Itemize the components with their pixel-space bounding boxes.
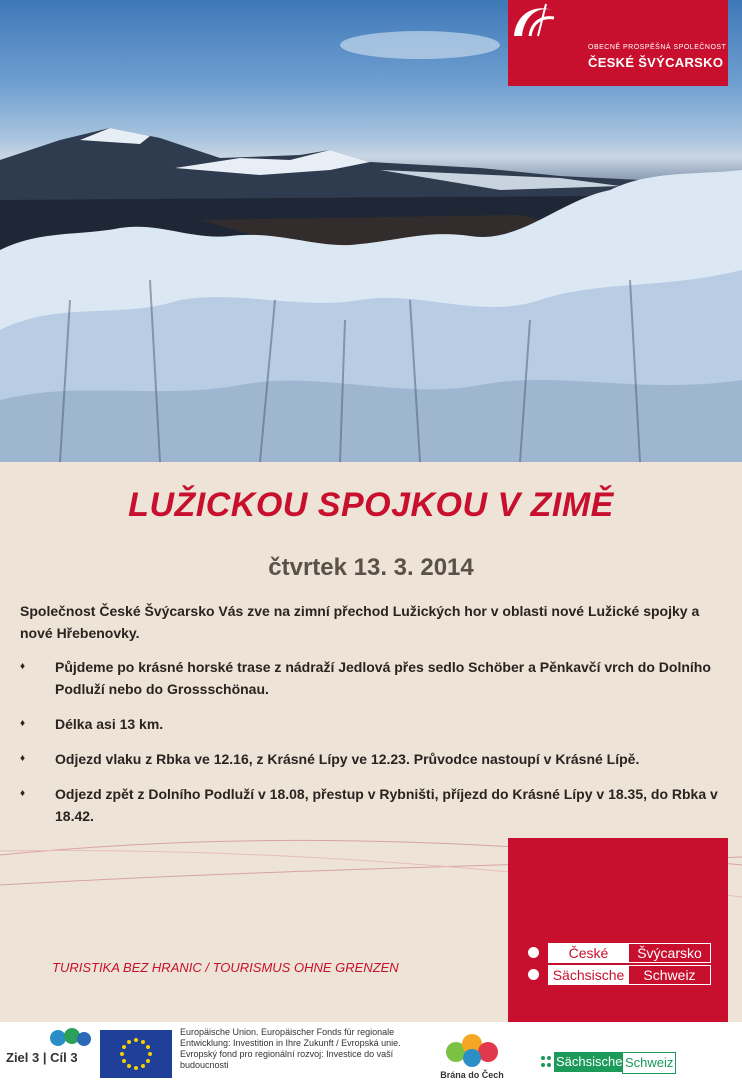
- list-item: ♦ Odjezd zpět z Dolního Podluží v 18.08, přestup v Rybništi, příjezd do Krásné Lípy v 18.35, do Rbka v 18.42.: [20, 783, 720, 827]
- event-title: LUŽICKOU SPOJKOU V ZIMĚ: [128, 486, 614, 524]
- list-item: ♦ Odjezd vlaku z Rbka ve 12.16, z Krásné Lípy ve 12.23. Průvodce nastoupí v Krásné Lípě.: [20, 748, 720, 770]
- event-date: čtvrtek 13. 3. 2014: [268, 554, 474, 581]
- list-item: ♦ Délka asi 13 km.: [20, 713, 720, 735]
- puzzle-logo-icon: [48, 1026, 92, 1050]
- region-label-schweiz: Schweiz: [628, 965, 711, 985]
- diamond-bullet-icon: ♦: [20, 788, 26, 799]
- list-item: ♦ Půjdeme po krásné horské trase z nádraží Jedlová přes sedlo Schöber a Pěnkavčí vrch do Dolního Podluží nebo do Grossschönau.: [20, 656, 720, 700]
- eu-funding-text: Europäische Union. Europäischer Fonds für regionale Entwicklung: Investition in Ihre Zukunft / Evropská unie. Evropský fond pro regionální rozvoj: Investice do vaší budoucnosti: [180, 1027, 401, 1070]
- sponsor-footer: Ziel 3 | Cíl 3 Europäische Union. Europäischer Fonds für regionale Entwicklung: Investition in Ihre Zukunft / Evropská unie. Evropský fond pro regionální rozvoj: Investice do vaší budoucnosti Brána do Čech Sächsische Schweiz: [0, 1022, 742, 1081]
- slogan: TURISTIKA BEZ HRANIC / TOURISMUS OHNE GRENZEN: [52, 960, 399, 975]
- event-intro: Společnost České Švýcarsko Vás zve na zimní přechod Lužických hor v oblasti nové Lužické spojky a nové Hřebenovky.: [20, 603, 700, 641]
- brana-do-cech-logo: Brána do Čech: [438, 1030, 506, 1073]
- brand-logo-box: [508, 0, 728, 86]
- brand-swirl-icon: [508, 0, 560, 40]
- brand-name: ČESKÉ ŠVÝCARSKO: [588, 55, 724, 70]
- eu-flag-icon: [100, 1030, 172, 1078]
- ss-dots-icon: [540, 1055, 552, 1069]
- region-badge-box: [508, 838, 728, 1022]
- invitation-content: [0, 462, 742, 1022]
- diamond-bullet-icon: ♦: [20, 718, 26, 729]
- region-label-ceske: České: [548, 943, 629, 963]
- winter-landscape-photo: [0, 0, 742, 462]
- region-label-sachsische: Sächsische: [548, 965, 629, 985]
- diamond-bullet-icon: ♦: [20, 753, 26, 764]
- brand-subtitle: OBECNĚ PROSPĚŠNÁ SPOLEČNOST: [588, 44, 727, 51]
- circle-icon: [528, 969, 539, 980]
- event-details-list: [20, 656, 720, 840]
- region-label-svycarsko: Švýcarsko: [628, 943, 711, 963]
- brana-logo-icon: [438, 1030, 506, 1068]
- circle-icon: [528, 947, 539, 958]
- region-badge: [528, 943, 710, 987]
- ziel3-label: Ziel 3 | Cíl 3: [6, 1050, 78, 1065]
- diamond-bullet-icon: ♦: [20, 661, 26, 672]
